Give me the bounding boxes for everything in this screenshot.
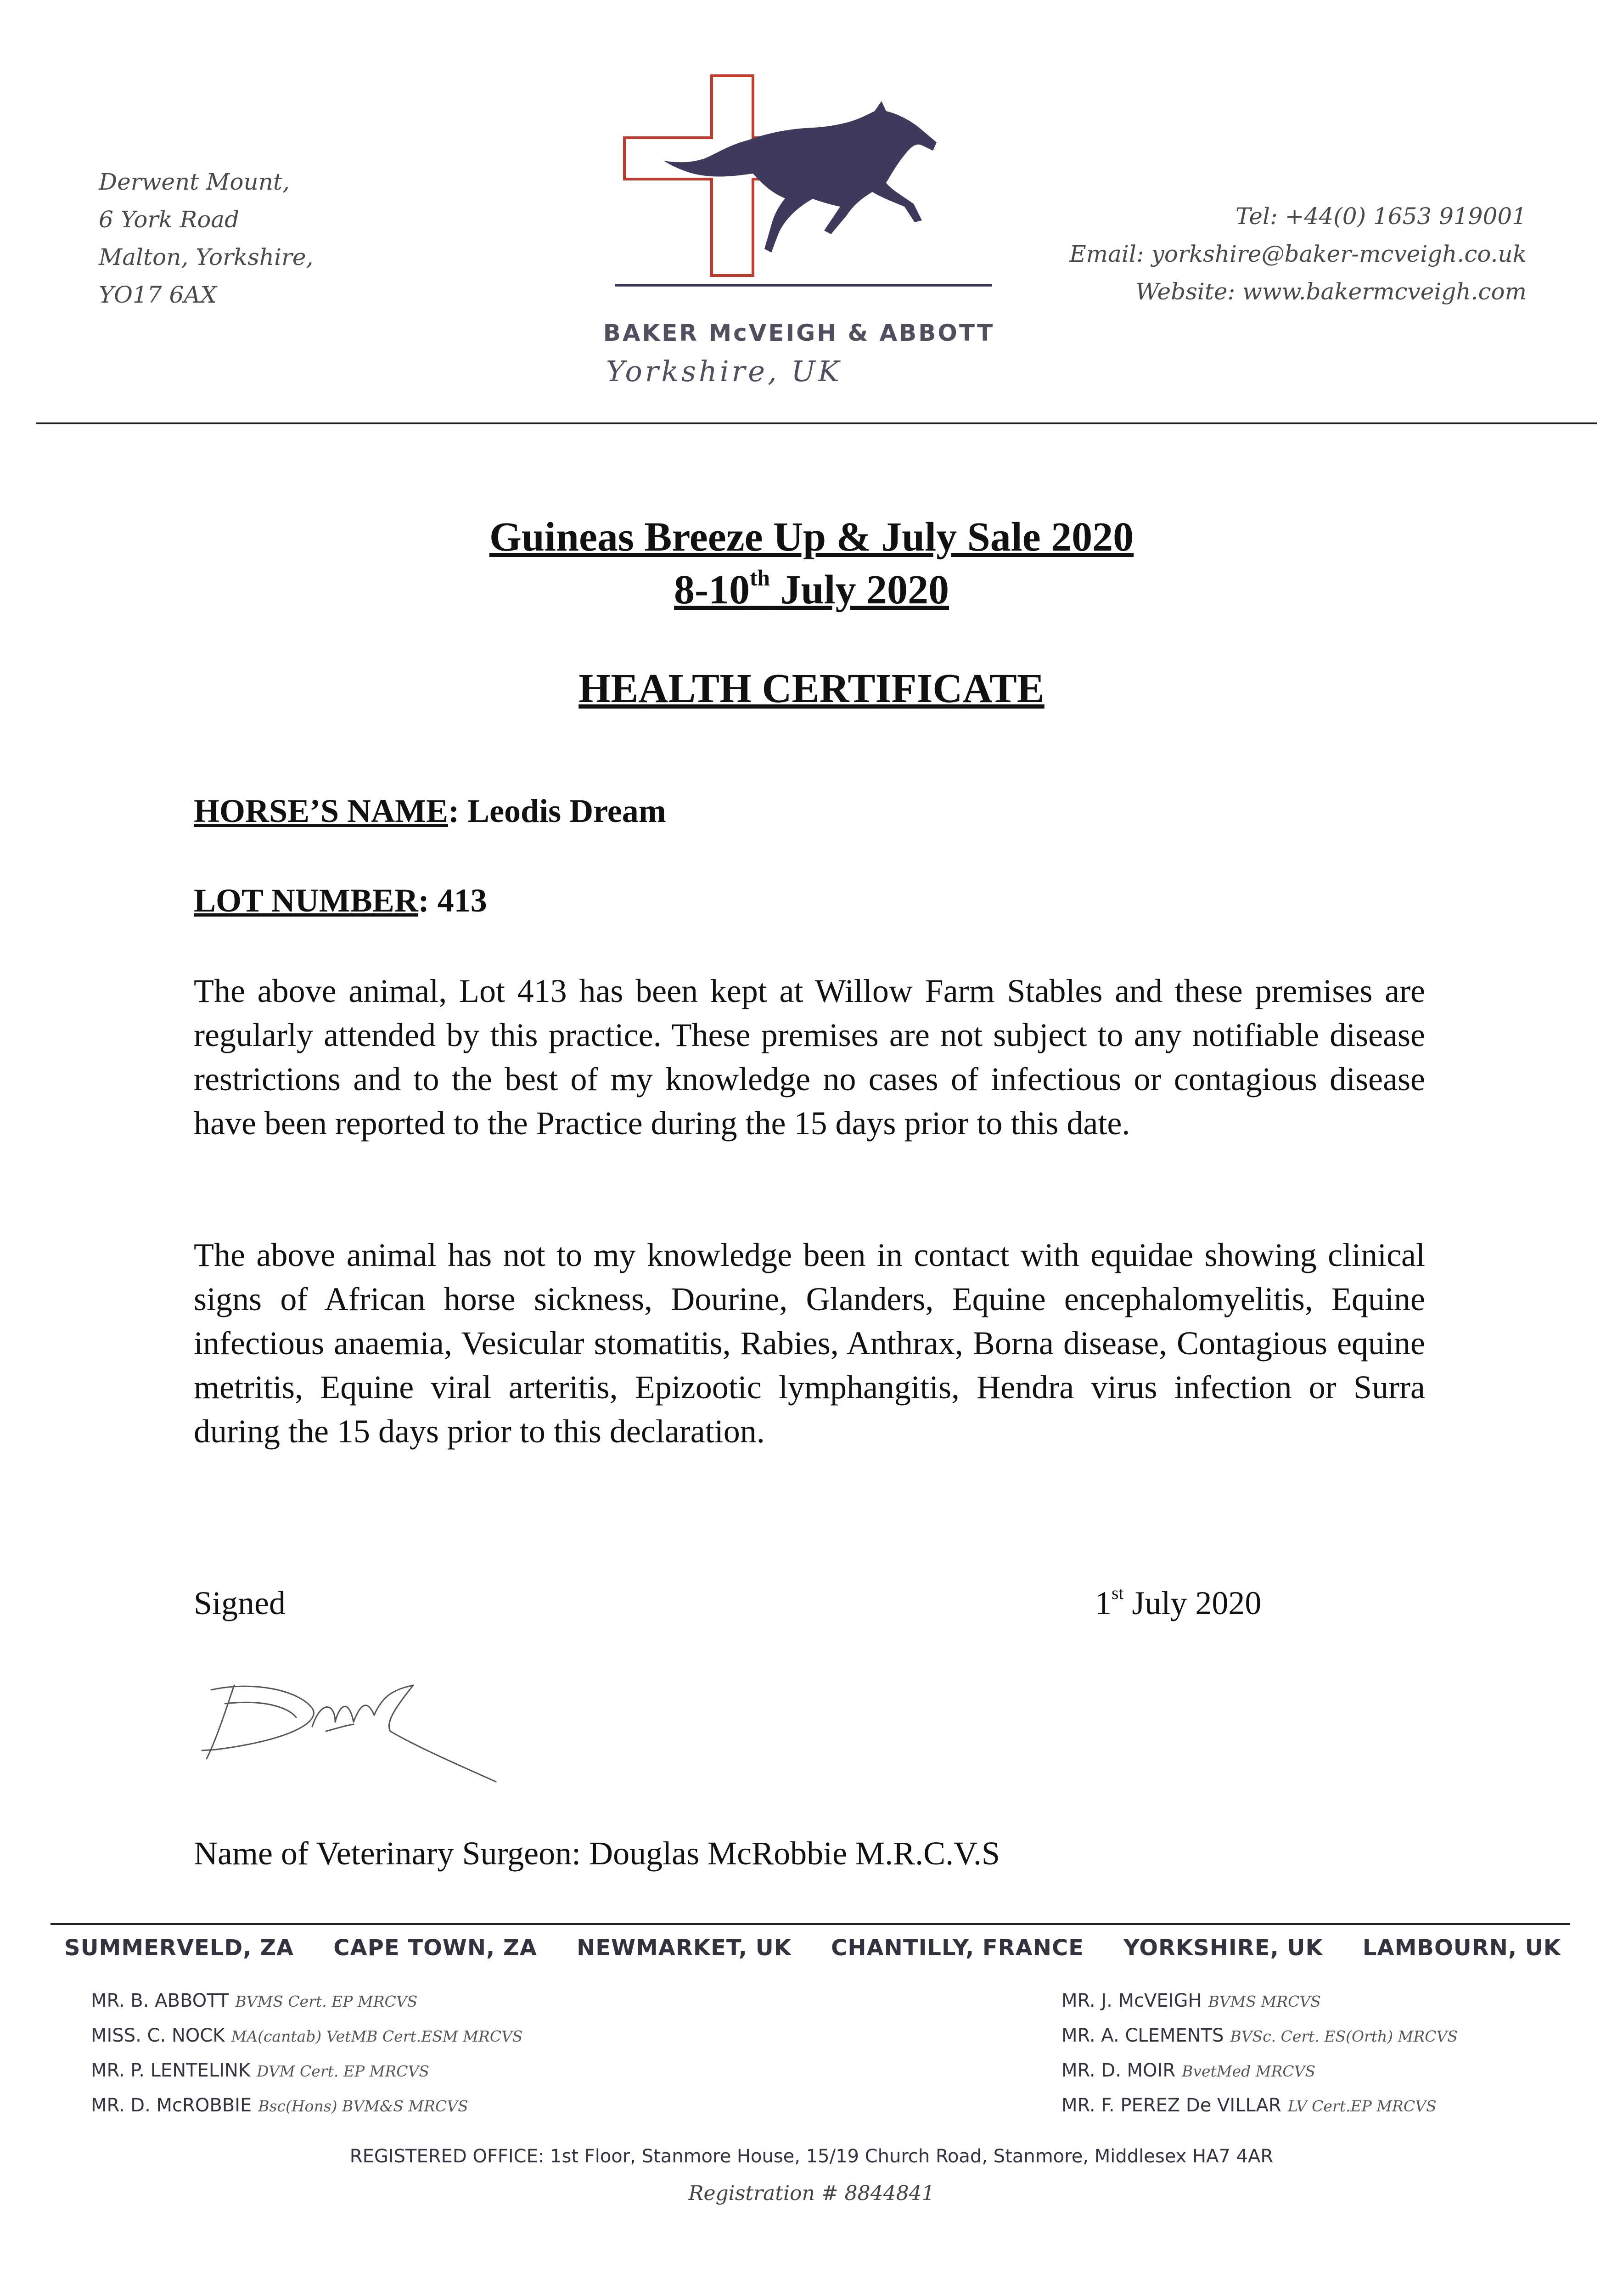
lot-number-field xyxy=(194,882,487,920)
horse-name-value: : Leodis Dream xyxy=(448,793,666,829)
staff-qualifications: MA(cantab) VetMB Cert.ESM MRCVS xyxy=(231,2027,523,2045)
staff-qualifications: BVMS MRCVS xyxy=(1208,1992,1321,2010)
date-month-year: July 2020 xyxy=(1123,1585,1262,1621)
contact-tel: Tel: +44(0) 1653 919001 xyxy=(1235,203,1527,230)
staff-qualifications: LV Cert.EP MRCVS xyxy=(1287,2097,1437,2115)
office-location: CHANTILLY, FRANCE xyxy=(831,1935,1084,1961)
staff-name: MISS. C. NOCK xyxy=(91,2025,225,2046)
staff-name: MR. D. MOIR xyxy=(1061,2060,1176,2081)
certificate-title: HEALTH CERTIFICATE xyxy=(578,666,1045,711)
staff-name: MR. F. PEREZ De VILLAR xyxy=(1061,2095,1281,2116)
office-location: NEWMARKET, UK xyxy=(577,1935,792,1961)
staff-member xyxy=(91,2054,523,2088)
horse-name-label: HORSE’S NAME xyxy=(194,793,449,829)
staff-member xyxy=(1061,2088,1458,2123)
registered-office: REGISTERED OFFICE: 1st Floor, Stanmore House, 15/19 Church Road, Stanmore, Middlesex HA7 4AR xyxy=(349,2146,1274,2167)
staff-qualifications: BVSc. Cert. ES(Orth) MRCVS xyxy=(1230,2027,1458,2045)
premises-statement: The above animal, Lot 413 has been kept at Willow Farm Stables and these premises are regularly attended by this practice. These premises are not subject to any notifiable disease restrictions and to the best of my knowledge no cases of infectious or contagious disease have been reported to the Practice during the 15 days prior to this date. xyxy=(194,973,1425,1142)
sale-dates-end: July 2020 xyxy=(769,567,949,613)
sale-title: Guineas Breeze Up & July Sale 2020 xyxy=(489,514,1134,560)
handwritten-signature xyxy=(197,1671,519,1791)
office-location: LAMBOURN, UK xyxy=(1362,1935,1561,1961)
ordinal-suffix: th xyxy=(749,565,770,591)
practice-address xyxy=(99,163,313,314)
staff-member xyxy=(1061,2054,1458,2088)
contact-email: Email: yorkshire@baker-mcveigh.co.uk xyxy=(1069,241,1527,267)
staff-member xyxy=(1061,1984,1458,2019)
staff-list-left xyxy=(91,1984,523,2123)
footer-divider xyxy=(51,1923,1570,1925)
staff-qualifications: DVM Cert. EP MRCVS xyxy=(257,2062,429,2080)
signature-date xyxy=(1095,1584,1261,1622)
staff-name: MR. P. LENTELINK xyxy=(91,2060,251,2081)
header-divider xyxy=(36,422,1597,424)
date-day: 1 xyxy=(1095,1585,1112,1621)
brand-name: BAKER McVEIGH & ABBOTT xyxy=(603,320,995,346)
address-line: Derwent Mount, xyxy=(99,169,290,195)
practice-contact xyxy=(1069,197,1527,310)
staff-member xyxy=(91,2088,523,2123)
lot-number-label: LOT NUMBER xyxy=(194,882,418,919)
staff-qualifications: BVMS Cert. EP MRCVS xyxy=(235,1992,418,2010)
staff-qualifications: BvetMed MRCVS xyxy=(1182,2062,1316,2080)
staff-name: MR. B. ABBOTT xyxy=(91,1990,229,2011)
address-line: Malton, Yorkshire, xyxy=(99,244,314,270)
horse-cross-logo-icon xyxy=(615,69,992,326)
staff-name: MR. D. McROBBIE xyxy=(91,2095,252,2116)
staff-member xyxy=(91,2019,523,2054)
staff-list-right xyxy=(1061,1984,1458,2123)
address-line: YO17 6AX xyxy=(99,281,217,308)
brand-location: Yorkshire, UK xyxy=(606,355,842,388)
date-ordinal: st xyxy=(1112,1583,1124,1603)
veterinary-surgeon-name: Name of Veterinary Surgeon: Douglas McRobbie M.R.C.V.S xyxy=(194,1835,1000,1872)
staff-name: MR. A. CLEMENTS xyxy=(1061,2025,1224,2046)
office-location: YORKSHIRE, UK xyxy=(1123,1935,1323,1961)
staff-name: MR. J. McVEIGH xyxy=(1061,1990,1202,2011)
signed-label: Signed xyxy=(194,1585,286,1621)
sale-dates-start: 8-10 xyxy=(674,567,750,613)
office-locations xyxy=(64,1935,1561,1961)
staff-member xyxy=(91,1984,523,2019)
horse-name-field xyxy=(194,792,666,830)
disease-declaration: The above animal has not to my knowledge been in contact with equidae showing clinical signs of African horse sickness, Dourine, Glanders, Equine encephalomyelitis, Equine infectious anaemia, Vesicular stomatitis, Rabies, Anthrax, Borna disease, Contagious equine metritis, Equine viral arteritis, Epizootic lymphangitis, Hendra virus infection or Surra during the 15 days prior to this declaration. xyxy=(194,1237,1425,1450)
office-location: CAPE TOWN, ZA xyxy=(333,1935,537,1961)
sale-dates xyxy=(0,567,1623,613)
staff-member xyxy=(1061,2019,1458,2054)
staff-qualifications: Bsc(Hons) BVM&S MRCVS xyxy=(258,2097,468,2115)
registration-number: Registration # 8844841 xyxy=(688,2182,935,2205)
lot-number-value: : 413 xyxy=(418,882,487,919)
office-location: SUMMERVELD, ZA xyxy=(64,1935,294,1961)
address-line: 6 York Road xyxy=(99,206,240,233)
contact-website: Website: www.bakermcveigh.com xyxy=(1135,278,1527,305)
